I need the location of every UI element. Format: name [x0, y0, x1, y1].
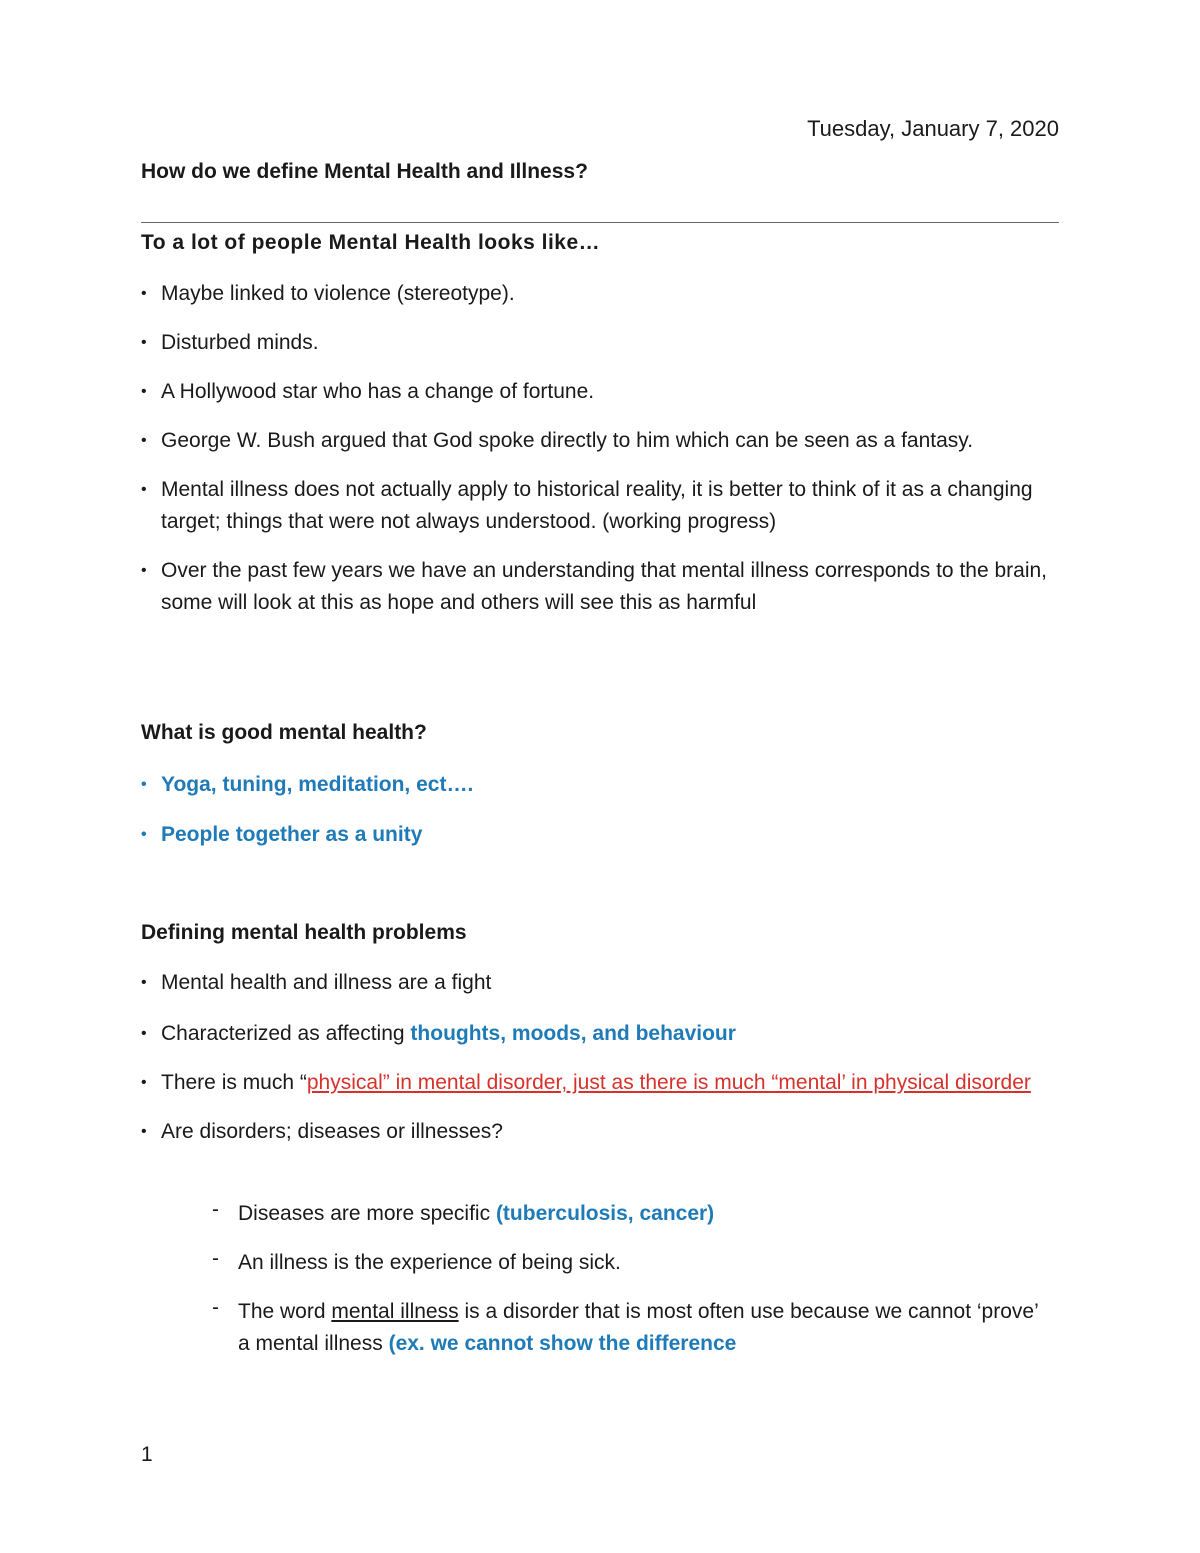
- dash-icon: -: [212, 1247, 219, 1270]
- bullet-icon: •: [141, 776, 147, 793]
- bullet-icon: •: [141, 1123, 147, 1140]
- highlight-text: thoughts, moods, and behaviour: [410, 1022, 736, 1045]
- list-item: • There is much “physical” in mental disorder, just as there is much “mental’ in physical disorder: [141, 1067, 1061, 1099]
- section-heading-perceptions: To a lot of people Mental Health looks like…: [141, 231, 601, 254]
- list-item: • Disturbed minds.: [141, 327, 1071, 359]
- highlight-text: physical” in mental disorder, just as there is much “mental’ in physical disorder: [306, 1071, 1031, 1094]
- bullet-icon: •: [141, 334, 147, 351]
- highlight-text: (ex. we cannot show the difference: [388, 1332, 737, 1355]
- good-health-list: [141, 769, 1071, 851]
- disorders-sublist: [212, 1198, 1072, 1360]
- defining-problems-list: [141, 967, 1071, 1148]
- list-item: - Diseases are more specific (tuberculosis, cancer): [212, 1198, 1072, 1230]
- bullet-icon: •: [141, 1074, 147, 1091]
- bullet-icon: •: [141, 285, 147, 302]
- list-item: • Over the past few years we have an understanding that mental illness corresponds to the brain, some will look at this as hope and others will see this as harmful: [141, 555, 1071, 619]
- dash-icon: -: [212, 1296, 219, 1319]
- list-item: • People together as a unity: [141, 819, 1071, 851]
- list-item: • Mental health and illness are a fight: [141, 967, 1071, 999]
- list-item: • Characterized as affecting thoughts, moods, and behaviour: [141, 1018, 1071, 1050]
- bullet-icon: •: [141, 432, 147, 449]
- list-item: • George W. Bush argued that God spoke directly to him which can be seen as a fantasy.: [141, 425, 1021, 457]
- list-item: • A Hollywood star who has a change of fortune.: [141, 376, 1071, 408]
- list-item: - The word mental illness is a disorder that is most often use because we cannot ‘prove’ a mental illness (ex. we cannot show the difference: [212, 1296, 1038, 1360]
- underlined-text: mental illness: [331, 1300, 459, 1323]
- title-divider: [141, 222, 1059, 223]
- perceptions-list: [141, 278, 1071, 619]
- list-item: • Are disorders; diseases or illnesses?: [141, 1116, 1071, 1148]
- dash-icon: -: [212, 1198, 219, 1221]
- page-number: 1: [141, 1443, 153, 1466]
- highlight-text: (tuberculosis, cancer): [495, 1202, 715, 1225]
- page-title: How do we define Mental Health and Illness?: [141, 160, 588, 183]
- list-item: • Mental illness does not actually apply to historical reality, it is better to think of it as a changing target; things that were not always understood. (working progress): [141, 474, 1071, 538]
- bullet-icon: •: [141, 1025, 147, 1042]
- section-heading-good-health: What is good mental health?: [141, 721, 427, 744]
- bullet-icon: •: [141, 826, 147, 843]
- bullet-icon: •: [141, 481, 147, 498]
- list-item: - An illness is the experience of being sick.: [212, 1247, 1072, 1279]
- document-date: Tuesday, January 7, 2020: [807, 116, 1059, 141]
- bullet-icon: •: [141, 383, 147, 400]
- bullet-icon: •: [141, 974, 147, 991]
- bullet-icon: •: [141, 562, 147, 579]
- list-item: • Yoga, tuning, meditation, ect….: [141, 769, 1071, 801]
- list-item: • Maybe linked to violence (stereotype).: [141, 278, 1071, 310]
- section-heading-defining-problems: Defining mental health problems: [141, 921, 467, 944]
